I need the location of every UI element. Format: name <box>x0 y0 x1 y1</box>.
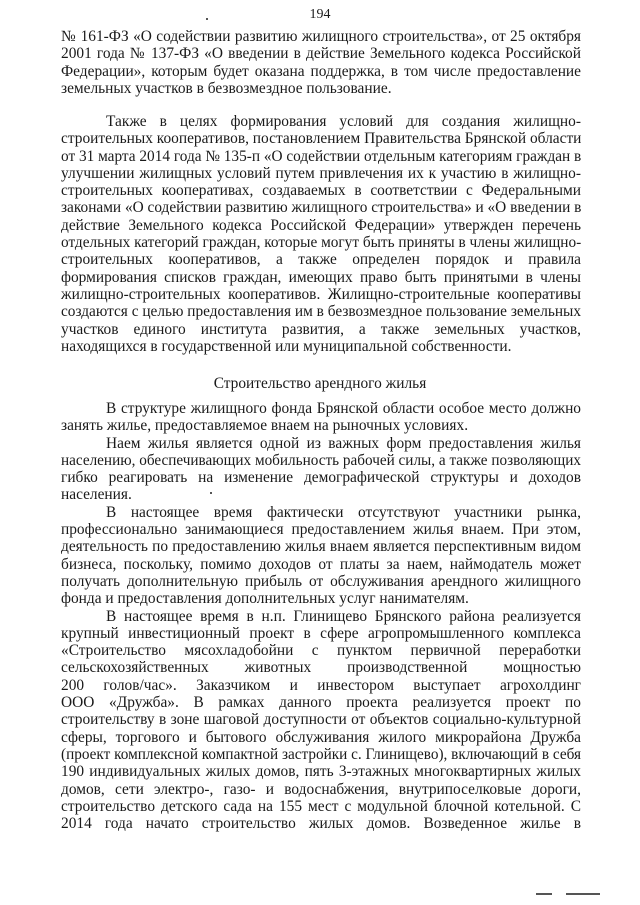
text-line: действие Земельного кодекса Российской Федерации» утвержден перечень <box>61 216 581 234</box>
text-line: населения. <box>61 486 132 504</box>
text-line: Наем жилья является одной из важных форм предоставления жилья <box>106 434 581 452</box>
text-line: населению, обеспечивающих мобильность рабочей силы, а также позволяющих <box>61 451 582 469</box>
scan-edge-mark <box>536 893 552 895</box>
page-number: 194 <box>309 7 331 22</box>
paragraph-cooperatives <box>61 113 581 355</box>
text-line: участков единого института развития, а также земельных участков, <box>61 320 581 338</box>
text-line: жилищно-строительных кооперативов. Жилищно-строительные кооперативы <box>61 285 581 303</box>
text-line: земельных участков в безвозмездное пользование. <box>61 79 392 97</box>
text-line: домов, сети электро-, газо- и водоснабжения, внутрипоселковые дороги, <box>61 780 581 798</box>
scan-speck <box>210 492 212 494</box>
text-line: В структуре жилищного фонда Брянской области особое место должно <box>106 400 581 417</box>
text-line: В настоящее время фактически отсутствуют участники рынка, <box>106 503 581 521</box>
text-line: строительных кооперативах, создаваемых в соответствии с Федеральными <box>61 182 581 200</box>
text-line: профессионально занимающиеся предоставлением жилья внаем. При этом, <box>61 521 581 539</box>
text-line: Федерации», которым будет оказана поддержка, в том числе предоставление <box>61 62 581 80</box>
scan-edge-mark <box>566 893 600 895</box>
text-line: сферы, торгового и бытового обслуживания жилого микрорайона Дружба <box>61 728 581 746</box>
text-line: (проект комплексной компактной застройки с. Глинищево), включающий в себя <box>61 745 582 763</box>
text-line: бизнеса, поскольку, помимо доходов от платы за наем, наймодатель может <box>61 555 581 573</box>
text-line: «Строительство мясохладобойни с пунктом первичной переработки <box>61 642 581 660</box>
text-line: улучшении жилищных условий путем привлечения их к участию в жилищно- <box>61 164 581 182</box>
text-line: занять жилье, предоставляемое внаем на рыночных условиях. <box>61 417 469 435</box>
text-line: формирования списков граждан, имеющих право быть принятыми в члены <box>61 268 581 286</box>
section-heading: Строительство арендного жилья <box>213 375 427 392</box>
text-line: находящихся в государственной или муниципальной собственности. <box>61 337 512 355</box>
section-body-rental-housing <box>61 400 581 832</box>
text-line: строительных кооперативов, постановлением Правительства Брянской области <box>61 130 582 148</box>
text-line: ООО «Дружба». В рамках данного проекта реализуется проект по <box>61 694 581 712</box>
text-line: гибко реагировать на изменение демографической структуры и доходов <box>61 469 581 487</box>
text-line: законами «О содействии развитию жилищного строительства» и «О введении в <box>61 199 582 217</box>
text-line: № 161-ФЗ «О содействии развитию жилищного строительства», от 25 октября <box>61 28 581 45</box>
text-line: крупный инвестиционный проект в сфере агропромышленного комплекса <box>61 624 581 642</box>
text-line: строительство детского сада на 155 мест с модульной блочной котельной. С <box>61 797 581 815</box>
text-line: Также в целях формирования условий для создания жилищно- <box>106 113 581 130</box>
text-line: строительных кооперативов, а также определен порядок и правила <box>61 251 581 269</box>
text-line: 200 голов/час». Заказчиком и инвестором выступает агрохолдинг <box>61 676 581 694</box>
text-line: деятельность по предоставлению жилья внаем является перспективным видом <box>61 538 581 556</box>
text-line: 190 индивидуальных жилых домов, пять 3-этажных многоквартирных жилых <box>61 763 581 781</box>
text-line: от 31 марта 2014 года № 135-п «О содействии отдельным категориям граждан в <box>61 147 582 165</box>
text-line: создаются с целью предоставления им в безвозмездное пользование земельных <box>61 303 582 321</box>
scan-speck <box>206 18 208 20</box>
text-line: фонда и предоставления дополнительных услуг нанимателям. <box>61 590 469 608</box>
text-line: 2014 года начато строительство жилых домов. Возведенное жилье в <box>61 815 581 833</box>
paragraph-federal-laws <box>61 28 581 97</box>
text-line: строительству в зоне шаговой доступности от объектов социально-культурной <box>61 711 581 729</box>
text-line: В настоящее время в н.п. Глинищево Брянского района реализуется <box>106 607 581 625</box>
text-line: отдельных категорий граждан, которые могут быть приняты в члены жилищно- <box>61 234 582 252</box>
text-line: получать дополнительную прибыль от обслуживания арендного жилищного <box>61 572 581 590</box>
text-line: 2001 года № 137-ФЗ «О введении в действие Земельного кодекса Российской <box>61 45 581 63</box>
text-line: сельскохозяйственных животных производственной мощностью <box>61 659 581 677</box>
